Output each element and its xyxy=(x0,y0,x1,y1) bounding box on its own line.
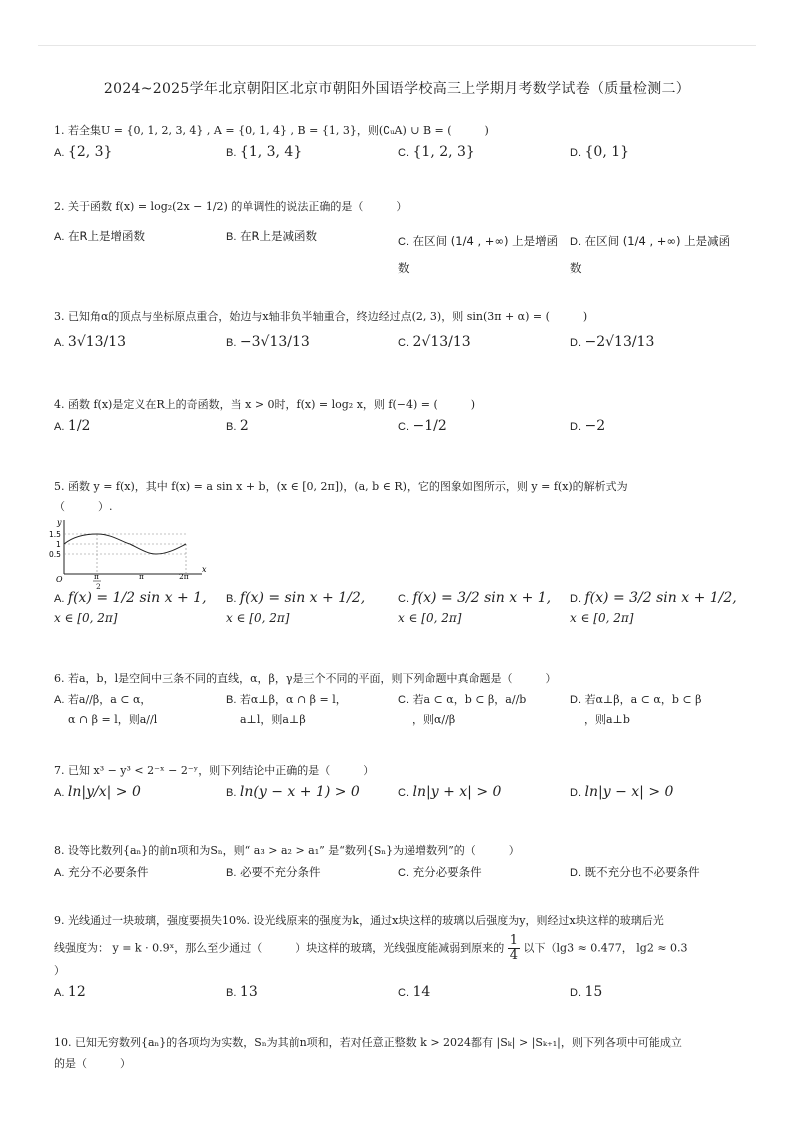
question-9-line3: ） xyxy=(54,964,65,977)
fraction-denominator: 4 xyxy=(509,948,519,963)
tick-2pi: 2π xyxy=(179,572,189,581)
origin-label: O xyxy=(56,575,63,584)
q6-option-d-line2: ，则a⊥b xyxy=(584,713,630,726)
q9-option-d: 15 xyxy=(584,984,603,1000)
option-letter: A. xyxy=(54,694,65,706)
option-letter: C. xyxy=(398,787,409,799)
option-letter: C. xyxy=(398,987,409,999)
q8-option-c: 充分必要条件 xyxy=(412,865,482,879)
option-letter: A. xyxy=(54,421,65,433)
q5-option-d: f(x) = 3/2 sin x + 1/2, xyxy=(584,590,737,606)
tick-pi-over-2-top: π xyxy=(94,572,99,581)
q8-option-d: 既不充分也不必要条件 xyxy=(584,865,700,879)
question-1-stem: 1. 若全集U = {0, 1, 2, 3, 4} , A = {0, 1, 4} , B = {1, 3}，则(∁ᵤA) ∪ B = ( ) xyxy=(54,124,489,137)
q7-option-a: ln|y/x| > 0 xyxy=(67,784,141,800)
option-letter: C. xyxy=(398,147,409,159)
question-5-stem-cont: （ ）. xyxy=(54,500,113,513)
question-9-line1: 9. 光线通过一块玻璃，强度要损失10%. 设光线原来的强度为k，通过x块这样的玻璃以后强度为y，则经过x块这样的玻璃后光 xyxy=(54,914,664,927)
q1-option-c: {1, 2, 3} xyxy=(412,144,475,160)
option-letter: D. xyxy=(570,787,581,799)
question-9-line2 xyxy=(54,934,744,963)
q6-option-b-line1: 若α⊥β，α ∩ β = l， xyxy=(239,693,347,706)
option-letter: C. xyxy=(398,236,409,248)
q4-option-b: 2 xyxy=(239,418,249,434)
q3-option-b: −3√13/13 xyxy=(239,334,310,350)
option-letter: D. xyxy=(570,593,581,605)
q6-option-a-line2: α ∩ β = l，则a//l xyxy=(68,713,158,726)
q9-option-a: 12 xyxy=(67,984,86,1000)
option-letter: B. xyxy=(226,147,237,159)
q6-option-c-line2: ，则α//β xyxy=(412,713,456,726)
q2-option-a: 在R上是增函数 xyxy=(68,229,146,243)
option-letter: D. xyxy=(570,147,581,159)
option-letter: B. xyxy=(226,987,237,999)
question-6-stem: 6. 若a，b，l是空间中三条不同的直线，α，β，γ是三个不同的平面，则下列命题中真命题是（ ） xyxy=(54,672,557,685)
question-5-stem: 5. 函数 y = f(x)，其中 f(x) = a sin x + b，(x ∈ [0, 2π])，(a, b ∈ R)，它的图象如图所示，则 y = f(x)的解析式为 xyxy=(54,480,628,493)
q4-option-a: 1/2 xyxy=(67,418,91,434)
q9-option-c: 14 xyxy=(412,984,431,1000)
q2-option-b: 在R上是减函数 xyxy=(240,229,318,243)
function-graph xyxy=(49,516,212,584)
tick-pi-over-2-bottom: 2 xyxy=(96,582,101,591)
q5-option-b: f(x) = sin x + 1/2, xyxy=(239,590,366,606)
q1-option-d: {0, 1} xyxy=(584,144,630,160)
option-letter: C. xyxy=(398,593,409,605)
option-letter: D. xyxy=(570,236,581,248)
fraction-numerator: 1 xyxy=(509,933,519,948)
option-letter: A. xyxy=(54,337,65,349)
q4-option-d: −2 xyxy=(584,418,606,434)
question-7-stem: 7. 已知 x³ − y³ < 2⁻ˣ − 2⁻ʸ，则下列结论中正确的是（ ） xyxy=(54,764,375,777)
q3-option-d: −2√13/13 xyxy=(584,334,655,350)
q6-option-b-line2: a⊥l，则a⊥β xyxy=(240,713,306,726)
q2-option-c: 在区间 (1/4 , +∞) 上是增函数 xyxy=(398,234,559,275)
q1-option-a: {2, 3} xyxy=(67,144,113,160)
option-letter: B. xyxy=(226,787,237,799)
q7-option-c: ln|y + x| > 0 xyxy=(412,784,502,800)
tick-0-5: 0.5 xyxy=(49,550,61,559)
option-letter: D. xyxy=(570,987,581,999)
tick-1-5: 1.5 xyxy=(49,530,61,539)
option-letter: D. xyxy=(570,694,581,706)
option-letter: B. xyxy=(226,867,237,879)
question-10-line2: 的是（ ） xyxy=(54,1057,131,1070)
option-letter: A. xyxy=(54,231,65,243)
question-2-stem: 2. 关于函数 f(x) = log₂(2x − 1/2) 的单调性的说法正确的是（ ） xyxy=(54,200,408,213)
q8-option-a: 充分不必要条件 xyxy=(68,865,149,879)
option-letter: B. xyxy=(226,593,237,605)
y-axis-label: y xyxy=(57,518,62,527)
fraction-one-quarter xyxy=(508,934,520,963)
option-letter: D. xyxy=(570,867,581,879)
option-letter: A. xyxy=(54,987,65,999)
option-letter: A. xyxy=(54,787,65,799)
q6-option-c-line1: 若a ⊂ α，b ⊂ β，a//b xyxy=(412,693,527,706)
q1-option-b: {1, 3, 4} xyxy=(239,144,303,160)
option-letter: C. xyxy=(398,421,409,433)
q7-option-d: ln|y − x| > 0 xyxy=(584,784,674,800)
x-axis-label: x xyxy=(202,565,207,574)
tick-1: 1 xyxy=(56,540,61,549)
option-letter: B. xyxy=(226,337,237,349)
question-9-line2-end: 以下（lg3 ≈ 0.477， lg2 ≈ 0.3 xyxy=(523,941,688,955)
q7-option-b: ln(y − x + 1) > 0 xyxy=(239,784,360,800)
q5-option-c-domain: x ∈ [0, 2π] xyxy=(398,611,462,625)
question-4-stem: 4. 函数 f(x)是定义在R上的奇函数，当 x > 0时，f(x) = log₂ x，则 f(−4) = ( ) xyxy=(54,398,476,411)
q3-option-a: 3√13/13 xyxy=(67,334,127,350)
option-letter: A. xyxy=(54,147,65,159)
question-3-stem: 3. 已知角α的顶点与坐标原点重合，始边与x轴非负半轴重合，终边经过点(2, 3)，则 sin(3π + α) = ( ) xyxy=(54,310,588,323)
option-letter: A. xyxy=(54,593,65,605)
q3-option-c: 2√13/13 xyxy=(412,334,471,350)
q6-option-d-line1: 若α⊥β，a ⊂ α，b ⊂ β xyxy=(584,693,702,706)
q5-option-a-domain: x ∈ [0, 2π] xyxy=(54,611,118,625)
option-letter: D. xyxy=(570,421,581,433)
page-title: 2024~2025学年北京朝阳区北京市朝阳外国语学校高三上学期月考数学试卷（质量检测二） xyxy=(103,81,691,97)
q2-option-d: 在区间 (1/4 , +∞) 上是减函数 xyxy=(570,234,731,275)
question-8-stem: 8. 设等比数列{aₙ}的前n项和为Sₙ，则“ a₃ > a₂ > a₁” 是“数列{Sₙ}为递增数列”的（ ） xyxy=(54,844,520,857)
option-letter: C. xyxy=(398,694,409,706)
option-letter: B. xyxy=(226,694,237,706)
option-letter: A. xyxy=(54,867,65,879)
option-letter: C. xyxy=(398,867,409,879)
q8-option-b: 必要不充分条件 xyxy=(240,865,321,879)
option-letter: B. xyxy=(226,231,237,243)
option-letter: C. xyxy=(398,337,409,349)
q5-option-a: f(x) = 1/2 sin x + 1, xyxy=(67,590,207,606)
q5-option-c: f(x) = 3/2 sin x + 1, xyxy=(412,590,552,606)
option-letter: B. xyxy=(226,421,237,433)
question-10-line1: 10. 已知无穷数列{aₙ}的各项均为实数，Sₙ为其前n项和，若对任意正整数 k > 2024都有 |Sₖ| > |Sₖ₊₁|，则下列各项中可能成立 xyxy=(54,1036,682,1049)
option-letter: D. xyxy=(570,337,581,349)
q5-option-b-domain: x ∈ [0, 2π] xyxy=(226,611,290,625)
q6-option-a-line1: 若a//β，a ⊂ α， xyxy=(67,693,152,706)
q4-option-c: −1/2 xyxy=(412,418,447,434)
page-top-rule xyxy=(38,45,756,46)
question-9-line2-start: 线强度为： y = k · 0.9ˣ，那么至少通过（ ）块这样的玻璃，光线强度能减弱到原来的 xyxy=(54,941,505,955)
tick-pi: π xyxy=(139,572,144,581)
q5-option-d-domain: x ∈ [0, 2π] xyxy=(570,611,634,625)
q9-option-b: 13 xyxy=(239,984,258,1000)
